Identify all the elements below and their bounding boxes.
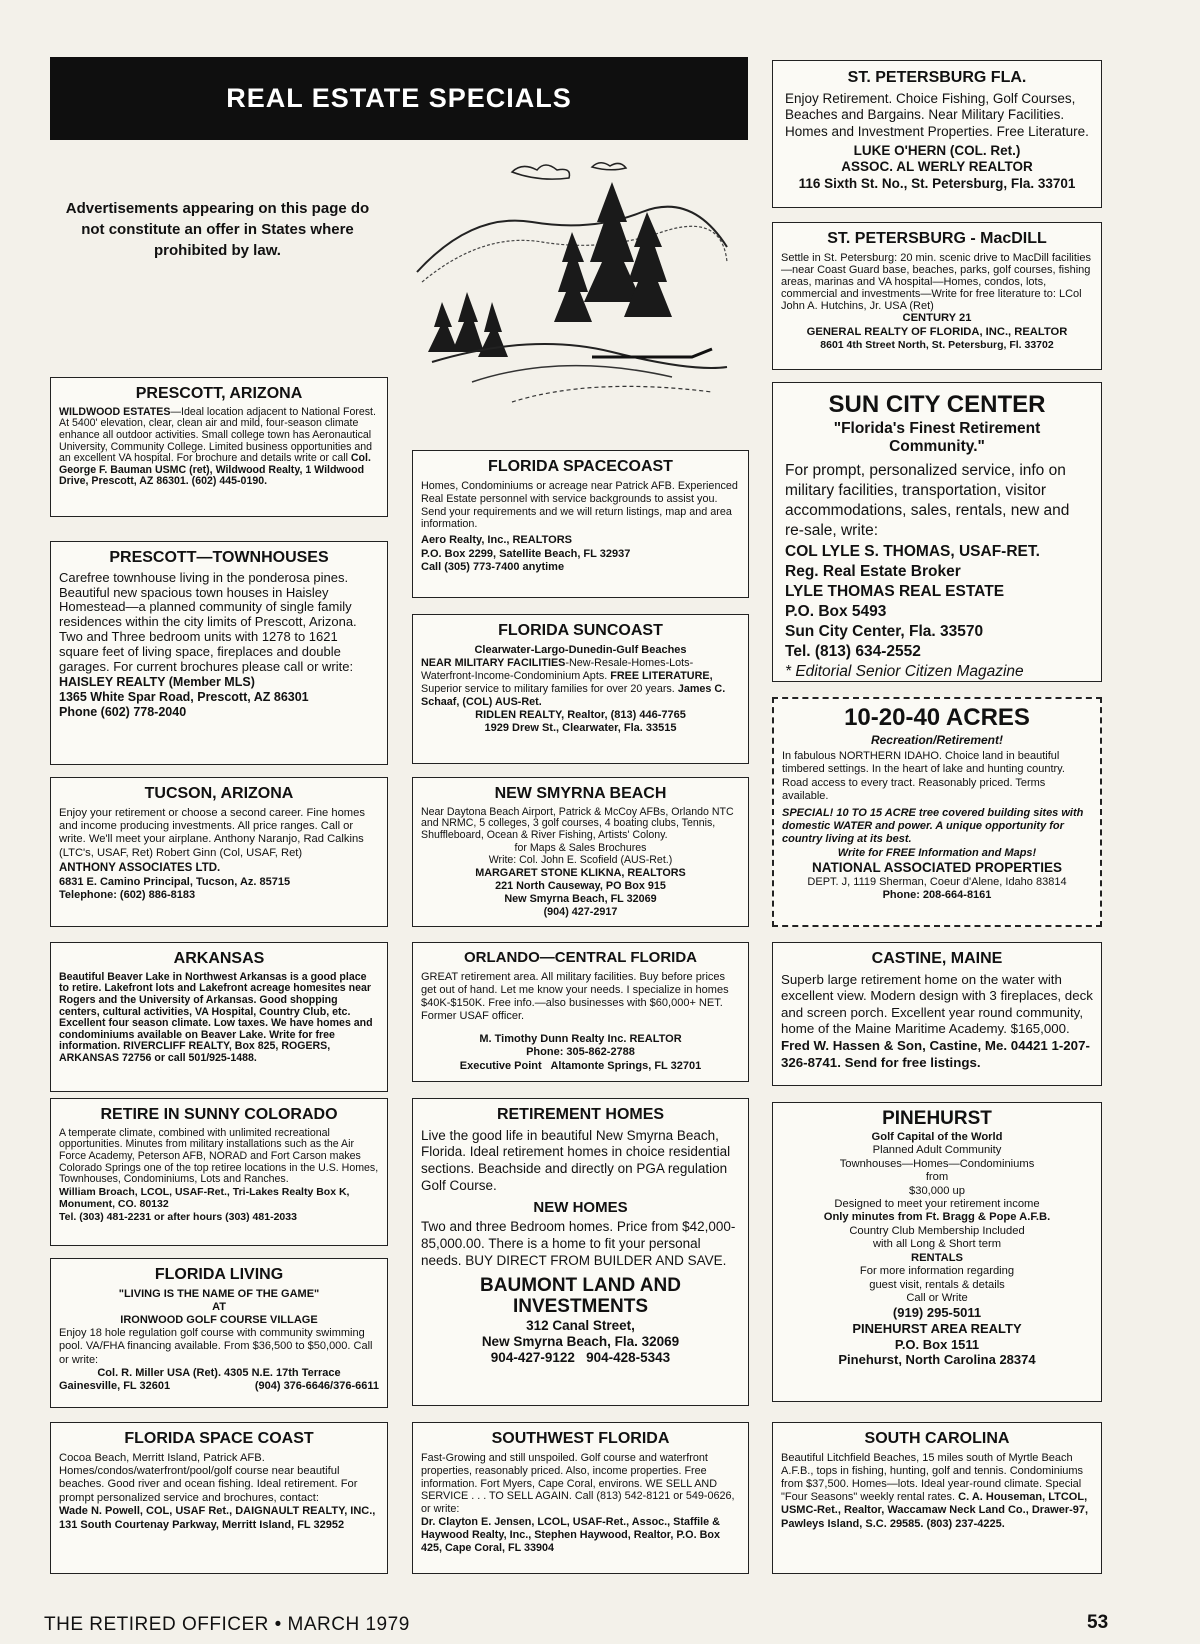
ad-line: from xyxy=(925,1171,949,1184)
ad-subtitle: "Florida's Finest Retirement Community." xyxy=(833,419,1041,456)
ad-title: TUCSON, ARIZONA xyxy=(144,785,294,802)
ad-body: Cocoa Beach, Merritt Island, Patrick AFB. Homes/condos/waterfront/pool/golf course near beautiful beaches. Good river and ocean fishing. Ideal retirement. For prompt personalized service and brochures, contact: xyxy=(59,1451,358,1504)
ad-address: 1365 White Spar Road, Prescott, AZ 86301 xyxy=(59,690,309,705)
ad-contact: Reg. Real Estate Broker xyxy=(785,562,961,580)
ad-note: * Editorial Senior Citizen Magazine xyxy=(785,663,1024,681)
ad-phone: Phone (602) 778-2040 xyxy=(59,705,187,720)
mountain-illustration xyxy=(412,152,732,412)
ad-body: GREAT retirement area. All military facilities. Buy before prices get out of hand. Let me know your needs. I specialize in homes $40K-$150K. Free info.—also businesses with $60,000+ NET. Former USAF officer. xyxy=(421,970,729,1023)
ad-address: New Smyrna Beach, Fla. 32069 xyxy=(481,1333,680,1349)
ad-contact: BAUMONT LAND AND INVESTMENTS xyxy=(480,1274,681,1317)
ad-body: Homes, Condominiums or acreage near Patrick AFB. Experienced Real Estate personnel with service backgrounds to assist you. Send your requirements and we will return listings, map and area information. xyxy=(421,479,738,531)
ad-address: DEPT. J, 1119 Sherman, Coeur d'Alene, Idaho 83814 xyxy=(807,875,1067,888)
ad-body: Two and three Bedroom homes. Price from $42,000-85,000.00. There is a home to fit your personal needs. BUY DIRECT FROM BUILDER AND SAVE. xyxy=(421,1219,736,1268)
ad-line: Golf Capital of the World xyxy=(871,1130,1003,1143)
ad-phone: (904) 376-6646/376-6611 xyxy=(254,1379,379,1392)
ad-contact: NATIONAL ASSOCIATED PROPERTIES xyxy=(811,859,1063,875)
ad-line: Townhouses—Homes—Condominiums xyxy=(839,1157,1035,1170)
ad-line: Call or Write xyxy=(906,1292,968,1305)
ad-title: RETIREMENT HOMES xyxy=(496,1106,665,1123)
ad-title: FLORIDA SPACE COAST xyxy=(124,1430,314,1447)
ad-phone: (904) 427-2917 xyxy=(543,905,618,918)
ad-contact: Fred W. Hassen & Son, Castine, Me. 04421 1-207-326-8741. Send for free listings. xyxy=(781,1038,1090,1070)
ad-phone: Phone: 208-664-8161 xyxy=(882,889,992,902)
ad-address: P.O. Box 5493 xyxy=(785,602,887,620)
ad-title: PRESCOTT—TOWNHOUSES xyxy=(109,549,329,566)
ad-body: Superb large retirement home on the water with excellent view. Modern design with 3 fireplaces, deck and screen porch. Excellent year round community, home of the Maine Maritime Academy. $165,000. xyxy=(781,971,1093,1037)
ad-title: PRESCOTT, ARIZONA xyxy=(135,385,303,402)
ad-sun-city-center xyxy=(772,382,1102,682)
ad-body: Enjoy Retirement. Choice Fishing, Golf Courses, Beaches and Bargains. Near Military Facilities. Homes and Investment Properties. Free Literature. xyxy=(785,90,1089,140)
ad-title: CASTINE, MAINE xyxy=(871,950,1003,967)
ad-orlando-central-florida xyxy=(412,942,749,1082)
ad-lead: NEAR MILITARY FACILITIES xyxy=(421,656,566,669)
ad-body xyxy=(421,657,740,709)
ad-phone: Telephone: (602) 886-8183 xyxy=(59,889,196,902)
ad-line: Designed to meet your retirement income xyxy=(834,1197,1040,1210)
ad-address: Executive Point Altamonte Springs, FL 32701 xyxy=(459,1059,702,1072)
ad-contact: Col. George F. Bauman USMC (ret), Wildwood Realty, 1 Wildwood Drive, Prescott, AZ 86301. (602) 445-0190. xyxy=(59,452,371,488)
ad-florida-space-coast xyxy=(50,1422,388,1574)
ad-contact: RIDLEN REALTY, Realtor, (813) 446-7765 xyxy=(475,708,686,721)
ad-pinehurst xyxy=(772,1102,1102,1402)
ad-address: Pinehurst, North Carolina 28374 xyxy=(838,1352,1036,1368)
ad-body xyxy=(59,407,379,488)
ad-lead: WILDWOOD ESTATES xyxy=(59,405,171,418)
ad-contact: GENERAL REALTY OF FLORIDA, INC., REALTOR xyxy=(806,325,1068,338)
ad-contact: Col. R. Miller USA (Ret). 4305 N.E. 17th Terrace xyxy=(97,1366,341,1379)
ad-contact: ASSOC. AL WERLY REALTOR xyxy=(841,159,1033,175)
ad-contact: ANTHONY ASSOCIATES LTD. xyxy=(59,862,221,875)
ad-title: FLORIDA SPACECOAST xyxy=(488,458,673,475)
ad-idaho-acres xyxy=(772,697,1102,927)
ad-slogan: IRONWOOD GOLF COURSE VILLAGE xyxy=(120,1313,318,1326)
ad-slogan: AT xyxy=(212,1300,226,1313)
ad-retirement-homes xyxy=(412,1098,749,1406)
ad-body: For prompt, personalized service, info on military facilities, transportation, visitor accommodations, sales, rentals, new and re-sale, write: xyxy=(785,461,1070,540)
ad-address: P.O. Box 2299, Satellite Beach, FL 32937 xyxy=(421,547,631,560)
ad-line: for Maps & Sales Brochures xyxy=(514,841,647,854)
ad-st-petersburg-macdill xyxy=(772,222,1102,370)
ad-body-text: -New-Resale-Homes-Lots-Waterfront-Income-Condominium Apts. xyxy=(421,656,694,682)
ad-florida-suncoast xyxy=(412,614,749,764)
ad-body: Carefree townhouse living in the ponderosa pines. Beautiful new spacious town houses in Haisley Homestead—a planned community of single family residences within the city limits of Prescott, Arizona. Two and Three bedroom units with 1278 to 1621 square feet of living space, fireplaces and double garages. For current brochures please call or write: xyxy=(59,569,357,675)
ad-body: Fast-Growing and still unspoiled. Golf course and waterfront properties, reasonably priced. Also, income properties. Free information. Fort Myers, Cape Coral, environs. WE SELL AND SERVICE . . . TO SELL AGAIN. Call (813) 542-8121 or 549-0626, or write: xyxy=(421,1451,735,1516)
ad-florida-living xyxy=(50,1258,388,1408)
ad-phone: Tel. (813) 634-2552 xyxy=(785,643,921,661)
footer-publication: THE RETIRED OFFICER • MARCH 1979 xyxy=(44,1614,410,1635)
ad-title: ST. PETERSBURG - MacDILL xyxy=(827,230,1047,247)
ad-body: Settle in St. Petersburg: 20 min. scenic drive to MacDill facilities—near Coast Guard base, beaches, parks, golf courses, fishing areas, marinas and VA hospital—Homes, condos, lots, commercial and investments—Write for free literature to: LCol John A. Hutchins, Jr. USA (Ret) xyxy=(781,251,1091,312)
ad-address: 312 Canal Street, xyxy=(526,1317,635,1333)
ad-phone: Tel. (303) 481-2231 or after hours (303) 481-2033 xyxy=(59,1210,297,1223)
ad-body-text: Beautiful Litchfield Beaches, 15 miles south of Myrtle Beach A.F.B., tops in fishing, hunting, golf and tennis. Condominiums from $37,500. Homes—lots. Ideal year-round climate. Special "Four Seasons" weekly rental rates. xyxy=(781,1451,1084,1504)
ad-prescott-townhouses xyxy=(50,541,388,765)
ad-title: 10-20-40 ACRES xyxy=(844,704,1030,731)
ad-slogan: "LIVING IS THE NAME OF THE GAME" xyxy=(118,1287,320,1300)
ad-title: NEW SMYRNA BEACH xyxy=(494,785,667,802)
ad-line: Only minutes from Ft. Bragg & Pope A.F.B. xyxy=(823,1211,1051,1224)
ad-line: For more information regarding xyxy=(859,1265,1015,1278)
ad-southwest-florida xyxy=(412,1422,749,1574)
ad-line: guest visit, rentals & details xyxy=(869,1278,1005,1291)
ad-contact: Wade N. Powell, COL, USAF Ret., DAIGNAULT REALTY, INC., 131 South Courtenay Parkway, Merritt Island, FL 32952 xyxy=(59,1505,376,1531)
ad-contact: Aero Realty, Inc., REALTORS xyxy=(421,534,572,547)
ad-address: 221 North Causeway, PO Box 915 xyxy=(495,879,666,892)
ad-contact: COL LYLE S. THOMAS, USAF-RET. xyxy=(785,542,1040,560)
ad-address: 8601 4th Street North, St. Petersburg, Fl. 33702 xyxy=(820,338,1054,351)
ad-body: Near Daytona Beach Airport, Patrick & McCoy AFBs, Orlando NTC and NRMC, 5 colleges, 3 golf courses, 4 boating clubs, Tennis, Shuffleboard, Ocean & River Fishing, Artists' Colony. xyxy=(421,805,734,841)
ad-florida-spacecoast xyxy=(412,450,749,598)
ad-body: A temperate climate, combined with unlimited recreational opportunities. Minutes from military installations such as the Air Force Academy, Peterson AFB, NORAD and Fort Carson makes Colorado Springs one of the top retiree locations in the U.S. Homes, Townhouses, Condominiums, Lots and Ranches. xyxy=(59,1126,379,1186)
ad-contact: HAISLEY REALTY (Member MLS) xyxy=(59,675,255,690)
ad-line: Planned Adult Community xyxy=(872,1144,1002,1157)
ad-line: Write: Col. John E. Scofield (AUS-Ret.) xyxy=(488,854,673,867)
ad-subtitle: Clearwater-Largo-Dunedin-Gulf Beaches xyxy=(474,643,687,656)
ad-title: FLORIDA LIVING xyxy=(154,1266,284,1283)
ad-body: Enjoy your retirement or choose a second career. Fine homes and income producing investments. All price ranges. Call or write. We'll meet your airplane. Anthony Naranjo, Rad Calkins (LTC's, USAF, Ret) Robert Ginn (Col, USAF, Ret) xyxy=(59,806,365,859)
ad-retire-colorado xyxy=(50,1098,388,1246)
ad-line: RENTALS xyxy=(911,1251,963,1264)
ad-south-carolina xyxy=(772,1422,1102,1574)
ad-contact: PINEHURST AREA REALTY xyxy=(852,1321,1022,1337)
ad-title: RETIRE IN SUNNY COLORADO xyxy=(100,1106,338,1123)
ad-title: ORLANDO—CENTRAL FLORIDA xyxy=(463,949,698,966)
ad-body-text: —Ideal location adjacent to National Forest. At 5400' elevation, clear, clean air and mild, four-season climate enhance all outdoor activities. Small college town has Aeronautical University, Community College. Limited business opportunities and an excellent VA hospital. For brochure and details write or call xyxy=(59,405,376,465)
ad-title: SOUTHWEST FLORIDA xyxy=(491,1430,670,1447)
ad-address: Sun City Center, Fla. 33570 xyxy=(785,623,984,641)
ad-body-text: Superior service to military families for over 20 years. xyxy=(421,682,675,695)
ad-st-petersburg xyxy=(772,60,1102,208)
ad-phone: 904-427-9122 904-428-5343 xyxy=(490,1349,671,1365)
ad-body xyxy=(59,972,379,1065)
disclaimer: Advertisements appearing on this page do not constitute an offer in States where prohibited by law. xyxy=(65,200,370,259)
ad-tucson-arizona xyxy=(50,777,388,927)
ad-body-text: Beautiful Beaver Lake in Northwest Arkansas is a good place to retire. Lakefront lots and Lakefront acreage homesites near Rogers and the University of Arkansas. Good shopping centers, cultural activities, VA Hospital, Country Club, etc. Excellent four season climate. Low taxes. We have homes and condominiums available on Beaver Lake. Write for free information. xyxy=(59,970,373,1053)
ad-contact: LYLE THOMAS REAL ESTATE xyxy=(785,582,1005,600)
ad-subtitle: Recreation/Retirement! xyxy=(870,732,1004,747)
ad-contact: M. Timothy Dunn Realty Inc. REALTOR xyxy=(479,1033,682,1046)
ad-contact: LUKE O'HERN (COL. Ret.) xyxy=(853,143,1021,159)
ad-address: 1929 Drew St., Clearwater, Fla. 33515 xyxy=(484,721,677,734)
ad-line: $30,000 up xyxy=(909,1184,965,1197)
ad-line: Country Club Membership Included xyxy=(849,1224,1025,1237)
ad-title: ST. PETERSBURG FLA. xyxy=(847,69,1027,86)
ad-contact: MARGARET STONE KLIKNA, REALTORS xyxy=(475,866,686,879)
ad-title: FLORIDA SUNCOAST xyxy=(498,622,663,639)
ad-phone: Call (305) 773-7400 anytime xyxy=(421,560,565,573)
ad-contact: James C. Schaaf, (COL) AUS-Ret. xyxy=(421,682,726,708)
ad-title: SUN CITY CENTER xyxy=(828,391,1046,418)
ad-address: New Smyrna Beach, FL 32069 xyxy=(504,892,657,905)
ad-callout: Write for FREE Information and Maps! xyxy=(837,846,1037,859)
ad-contact: RIVERCLIFF REALTY, Box 825, ROGERS, ARKANSAS 72756 or call 501/925-1488. xyxy=(59,1040,331,1065)
ad-subtitle: NEW HOMES xyxy=(533,1199,628,1217)
ad-address-row xyxy=(59,1380,379,1393)
ad-title: ARKANSAS xyxy=(173,950,265,967)
ad-special: SPECIAL! 10 TO 15 ACRE tree covered building sites with domestic WATER and power. A unique opportunity for country living at its best. xyxy=(782,806,1084,846)
ad-body: In fabulous NORTHERN IDAHO. Choice land in beautiful timbered settings. In the heart of lake and hunting country. Road access to every tract. Reasonably priced. Terms available. xyxy=(782,750,1065,802)
ad-body: Enjoy 18 hole regulation golf course with community swimming pool. VA/FHA financing available. From $36,500 to $50,000. Call or write: xyxy=(59,1327,373,1366)
ad-body xyxy=(781,1452,1093,1531)
ad-new-smyrna-beach xyxy=(412,777,749,927)
ad-address: Gainesville, FL 32601 xyxy=(59,1379,171,1392)
ad-phone: (919) 295-5011 xyxy=(892,1305,982,1321)
ad-title: SOUTH CAROLINA xyxy=(864,1430,1010,1447)
ad-title: PINEHURST xyxy=(882,1108,992,1129)
ad-address: P.O. Box 1511 xyxy=(894,1336,980,1352)
ad-address: 116 Sixth St. No., St. Petersburg, Fla. 33701 xyxy=(798,175,1076,191)
ad-castine-maine xyxy=(772,942,1102,1086)
ad-line: with all Long & Short term xyxy=(872,1238,1002,1251)
ad-prescott-arizona xyxy=(50,377,388,517)
ad-arkansas xyxy=(50,942,388,1092)
ad-address: 6831 E. Camino Principal, Tucson, Az. 85715 xyxy=(59,876,291,889)
ad-contact: William Broach, LCOL, USAF-Ret., Tri-Lakes Realty Box K, Monument, CO. 80132 xyxy=(59,1185,350,1211)
ad-body: Live the good life in beautiful New Smyrna Beach, Florida. Ideal retirement homes in choice residential sections. Beachside and directly on PGA regulation Golf Course. xyxy=(421,1127,731,1194)
page-number: 53 xyxy=(1087,1612,1109,1633)
ad-contact: Dr. Clayton E. Jensen, LCOL, USAF-Ret., Assoc., Staffile & Haywood Realty, Inc., Stephen Haywood, Realtor, P.O. Box 425, Cape Coral, FL 33904 xyxy=(421,1516,720,1555)
page-banner: REAL ESTATE SPECIALS xyxy=(50,57,748,140)
ad-contact: CENTURY 21 xyxy=(902,312,972,325)
ad-phone: Phone: 305-862-2788 xyxy=(526,1046,635,1059)
ad-contact: C. A. Houseman, LTCOL, USMC-Ret., Realtor, Waccamaw Neck Land Co., Drawer-97, Pawleys Island, S.C. 29585. (803) 237-4225. xyxy=(781,1491,1089,1530)
ad-lead: FREE LITERATURE, xyxy=(610,669,713,682)
